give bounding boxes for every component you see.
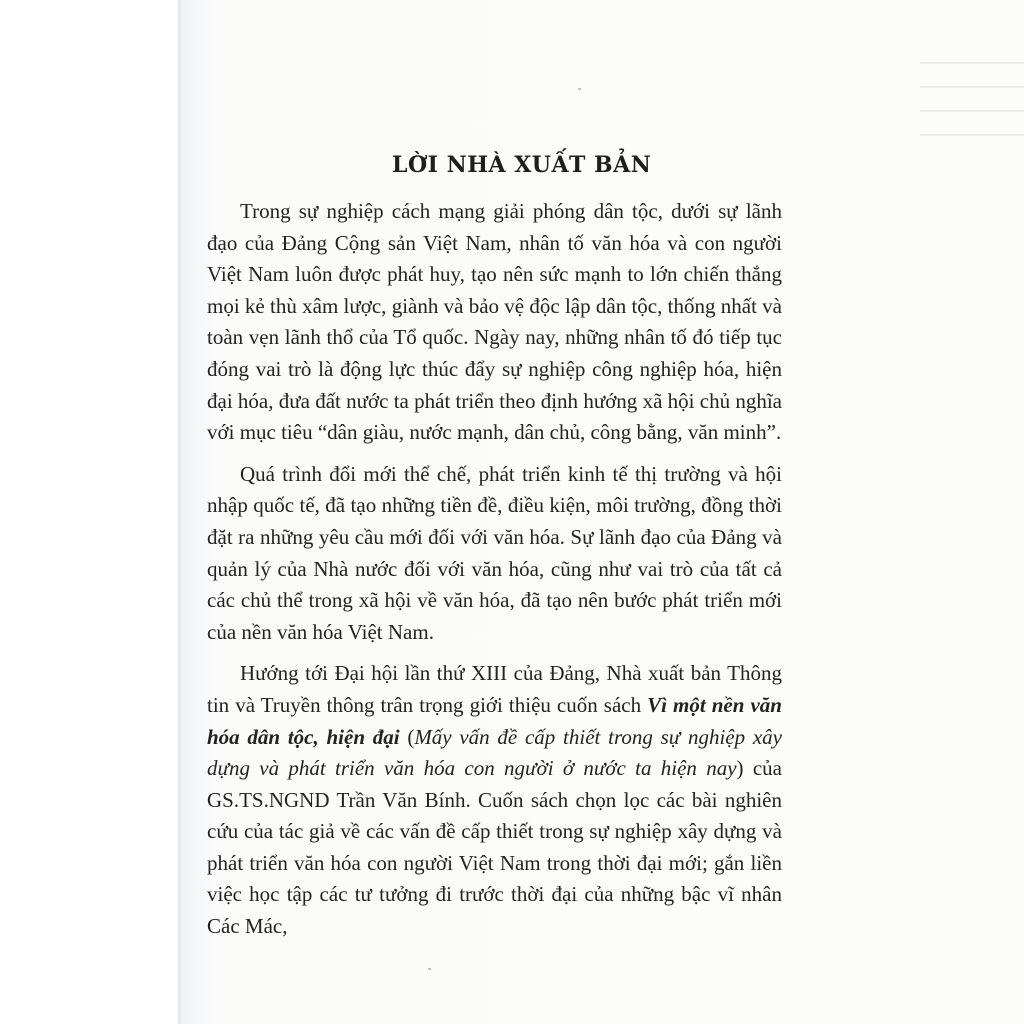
page-heading: LỜI NHÀ XUẤT BẢN (392, 152, 652, 178)
paragraph-1: Trong sự nghiệp cách mạng giải phóng dân tộc, dưới sự lãnh đạo của Đảng Cộng sản Việt Nam, nhân tố văn hóa và con người Việt Nam luôn được phát huy, tạo nên sức mạnh to lớn chiến thắng mọi kẻ thù xâm lược, giành và bảo vệ độc lập dân tộc, thống nhất và toàn vẹn lãnh thổ của Tổ quốc. Ngày nay, những nhân tố đó tiếp tục đóng vai trò là động lực thúc đẩy sự nghiệp công nghiệp hóa, hiện đại hóa, đưa đất nước ta phát triển theo định hướng xã hội chủ nghĩa với mục tiêu “dân giàu, nước mạnh, dân chủ, công bằng, văn minh”. (207, 199, 782, 445)
print-speck (578, 88, 581, 90)
book-title: Vì một nền văn hóa dân tộc, hiện đại (207, 692, 782, 749)
paragraph-3-rest: ) của GS.TS.NGND Trần Văn Bính. Cuốn sách chọn lọc các bài nghiên cứu của tác giả về các vấn đề cấp thiết trong sự nghiệp xây dựng và phát triển văn hóa con người Việt Nam trong thời đại mới; gắn liền việc học tập các tư tưởng đi trước thời đại của những bậc vĩ nhân Các Mác, (207, 756, 782, 939)
book-subtitle: Mấy vấn đề cấp thiết trong sự nghiệp xây dựng và phát triển văn hóa con người ở nước ta hiện nay (207, 724, 782, 781)
page-spine-shadow (178, 0, 182, 1024)
show-through-text (920, 62, 1024, 172)
open-parenthesis: ( (399, 724, 415, 749)
paragraph-3 (207, 658, 782, 942)
body-text (207, 196, 782, 953)
print-speck (428, 968, 431, 970)
paragraph-3-intro: Hướng tới Đại hội lần thứ XIII của Đảng, Nhà xuất bản Thông tin và Truyền thông trân trọng giới thiệu cuốn sách (207, 661, 782, 717)
paragraph-2: Quá trình đổi mới thể chế, phát triển kinh tế thị trường và hội nhập quốc tế, đã tạo những tiền đề, điều kiện, môi trường, đồng thời đặt ra những yêu cầu mới đối với văn hóa. Sự lãnh đạo của Đảng và quản lý của Nhà nước đối với văn hóa, cũng như vai trò của tất cả các chủ thể trong xã hội về văn hóa, đã tạo nên bước phát triển mới của nền văn hóa Việt Nam. (207, 461, 782, 644)
